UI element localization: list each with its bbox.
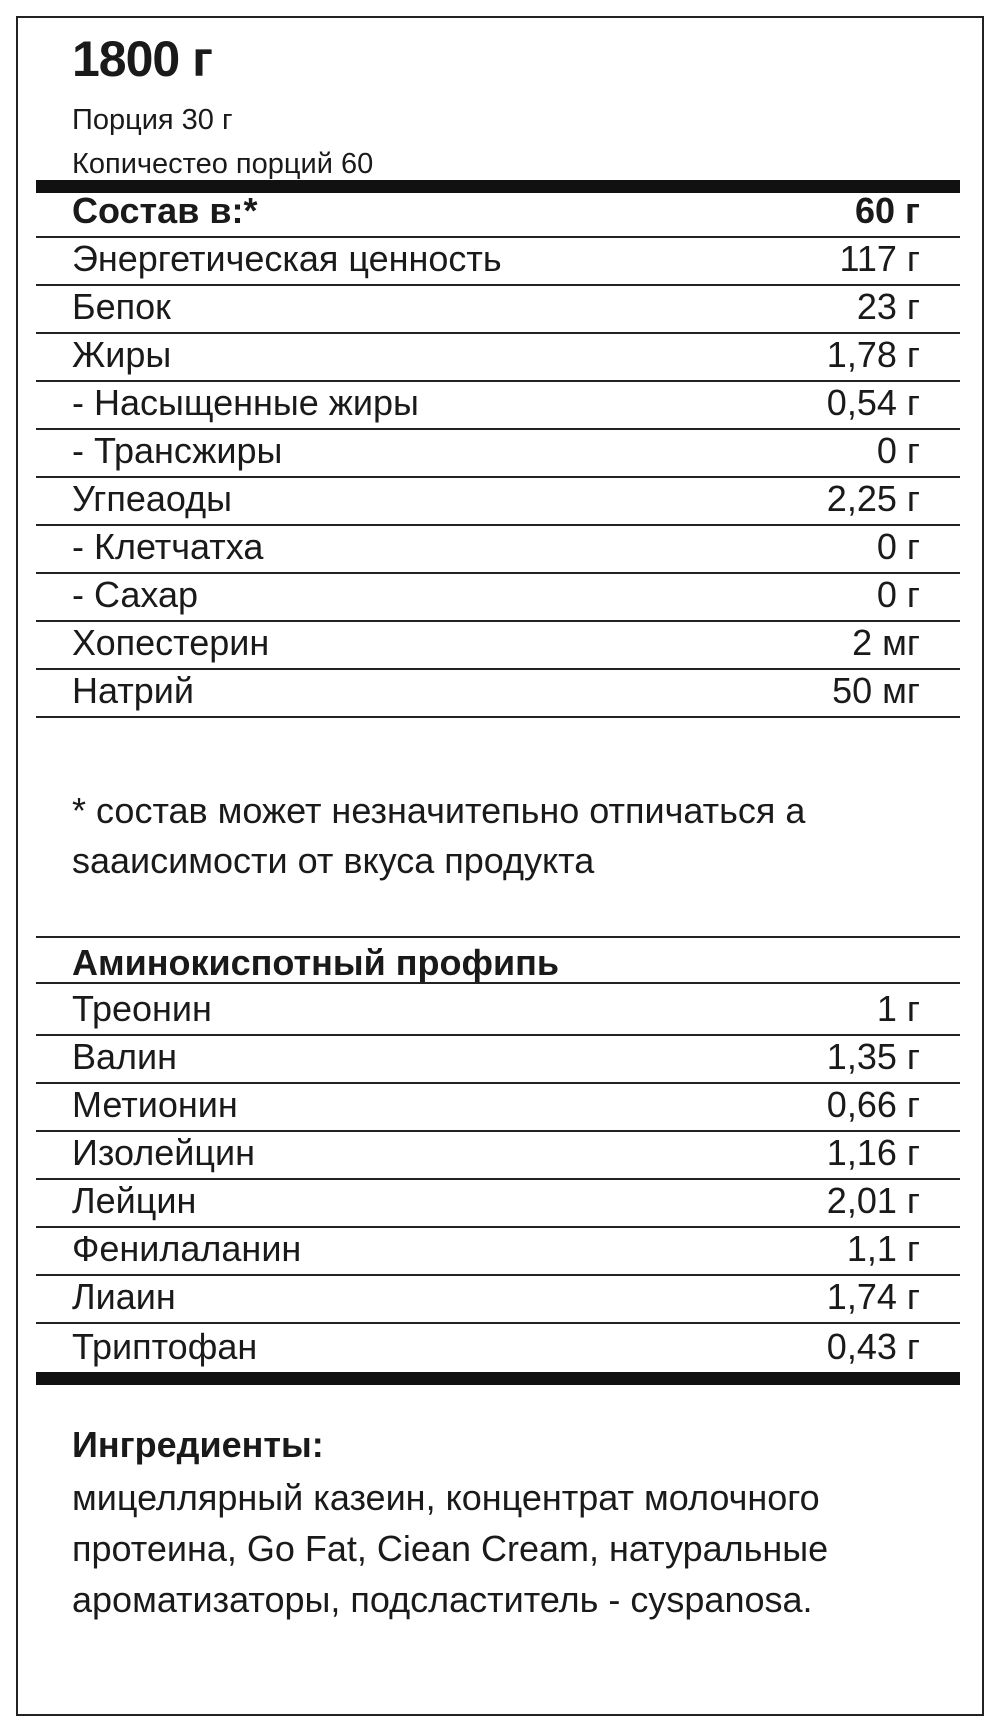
amino-label: Изолейцин — [72, 1132, 255, 1173]
amino-value: 1 г — [876, 988, 920, 1029]
amino-label: Триптофан — [72, 1326, 258, 1367]
amino-label: Метионин — [72, 1084, 238, 1125]
composition-title: Состав в:* — [72, 190, 258, 231]
nutrient-value: 0 г — [876, 526, 920, 567]
nutrient-value: 50 мг — [832, 670, 920, 711]
composition-header-row — [36, 186, 960, 238]
table-row — [36, 984, 960, 1036]
amino-profile-title: Аминокиспотный профипь — [72, 942, 559, 983]
ingredients-title: Ингредиенты: — [72, 1424, 324, 1465]
amino-value: 0,43 г — [826, 1326, 920, 1367]
composition-portion: 60 г — [854, 190, 920, 231]
nutrient-label: Бепок — [72, 286, 171, 327]
amino-label: Валин — [72, 1036, 178, 1077]
table-row — [36, 1128, 960, 1180]
table-row — [36, 570, 960, 622]
nutrient-label: - Трансжиры — [72, 430, 283, 471]
amino-label: Фенилаланин — [72, 1228, 302, 1269]
ingredients-text: мицеллярный казеин, концентрат молочного протеина, Go Fat, Ciean Cream, натуральные ароматизаторы, подсластитель - сyspanosa. — [72, 1477, 829, 1620]
amino-value: 1,1 г — [846, 1228, 920, 1269]
package-weight: 1800 г — [72, 31, 212, 87]
table-row — [36, 282, 960, 334]
amino-label: Треонин — [72, 988, 212, 1029]
nutrient-value: 0,54 г — [826, 382, 920, 423]
table-row — [36, 618, 960, 670]
nutrient-value: 1,78 г — [826, 334, 920, 375]
nutrient-value: 23 г — [856, 286, 920, 327]
nutrient-label: Жиры — [72, 334, 172, 375]
nutrient-value: 0 г — [876, 574, 920, 615]
nutrient-label: - Клетчатха — [72, 526, 264, 567]
table-row — [36, 234, 960, 286]
table-row — [36, 1176, 960, 1228]
nutrient-label: - Сахар — [72, 574, 199, 615]
nutrient-value: 2 мг — [852, 622, 920, 663]
amino-header-row — [36, 938, 960, 984]
amino-label: Лиаин — [72, 1276, 176, 1317]
serving-size: Порция 30 г — [72, 104, 233, 136]
table-row — [36, 1320, 960, 1372]
table-row — [36, 474, 960, 526]
table-row — [36, 1032, 960, 1084]
thick-divider-bottom — [36, 1372, 960, 1385]
table-row — [36, 1224, 960, 1276]
table-row — [36, 426, 960, 478]
nutrient-value: 2,25 г — [826, 478, 920, 519]
amino-value: 0,66 г — [826, 1084, 920, 1125]
table-row — [36, 330, 960, 382]
amino-value: 1,16 г — [826, 1132, 920, 1173]
nutrient-value: 117 г — [839, 238, 920, 279]
amino-value: 1,35 г — [826, 1036, 920, 1077]
nutrient-label: Хопестерин — [72, 622, 270, 663]
table-row — [36, 522, 960, 574]
nutrient-label: Натрий — [72, 670, 194, 711]
table-row — [36, 666, 960, 718]
nutrient-value: 0 г — [876, 430, 920, 471]
composition-footnote: * состав может незначитепьно отпичаться а sааисимости от вкуса продукта — [72, 790, 806, 881]
nutrient-label: Энергетическая ценность — [72, 238, 502, 279]
table-row — [36, 1272, 960, 1324]
nutrient-label: Угпеаоды — [72, 478, 233, 519]
servings-count: Копичестео порций 60 — [72, 148, 374, 180]
amino-label: Лейцин — [72, 1180, 197, 1221]
table-row — [36, 378, 960, 430]
amino-value: 2,01 г — [826, 1180, 920, 1221]
table-row — [36, 1080, 960, 1132]
nutrient-label: - Насыщенные жиры — [72, 382, 419, 423]
amino-value: 1,74 г — [826, 1276, 920, 1317]
